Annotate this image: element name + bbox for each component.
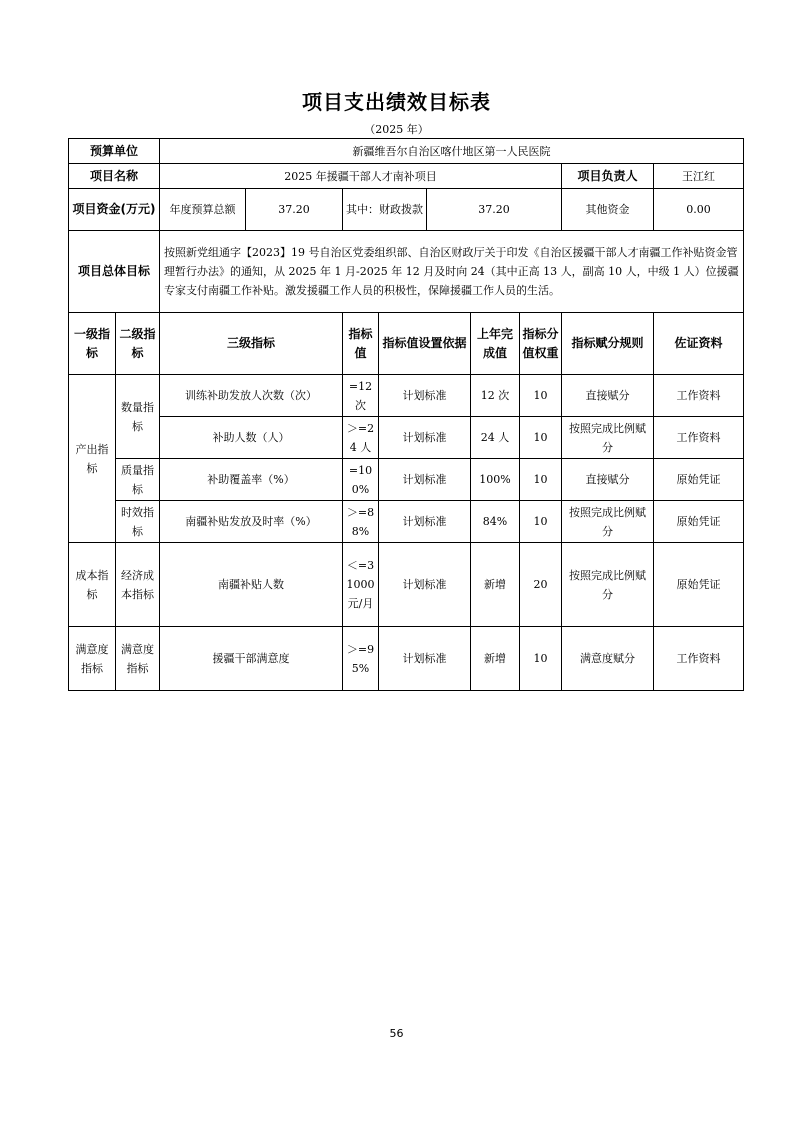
weight-cell: 20: [520, 543, 562, 627]
last-year-cell: 新增: [471, 543, 520, 627]
col-value: 指标值: [343, 313, 379, 375]
basis-cell: 计划标准: [379, 501, 471, 543]
rule-cell: 按照完成比例赋分: [562, 501, 654, 543]
group-cost: 成本指标: [69, 543, 116, 627]
evidence-cell: 原始凭证: [654, 459, 744, 501]
weight-cell: 10: [520, 417, 562, 459]
table-row: [69, 627, 744, 691]
page-title: 项目支出绩效目标表: [302, 90, 491, 114]
project-leader-value: 王江红: [654, 164, 744, 189]
value-cell: ＞=88%: [343, 501, 379, 543]
fiscal-label: 其中：财政拨款: [343, 189, 427, 231]
indicator-cell: 南疆补贴发放及时率（%）: [160, 501, 343, 543]
funds-row: [69, 189, 744, 231]
goal-text: 按照新党组通字【2023】19 号自治区党委组织部、自治区财政厅关于印发《自治区援疆干部人才南疆工作补贴资金管理暂行办法》的通知，从 2025 年 1 月-2025 年 12 月及时向 24（其中正高 13 人，副高 10 人，中级 1 人）位援疆专家支付南疆工作补贴。激发援疆工作人员的积极性，保障援疆工作人员的生活。: [160, 231, 744, 313]
col-level2: 二级指标: [116, 313, 160, 375]
annual-budget-value: 37.20: [246, 189, 343, 231]
basis-cell: 计划标准: [379, 417, 471, 459]
evidence-cell: 原始凭证: [654, 501, 744, 543]
rule-cell: 直接赋分: [562, 375, 654, 417]
weight-cell: 10: [520, 459, 562, 501]
year-label: （2025 年）: [364, 123, 429, 136]
fiscal-value: 37.20: [427, 189, 562, 231]
last-year-cell: 84%: [471, 501, 520, 543]
table-row: [69, 501, 744, 543]
project-name-row: [69, 164, 744, 189]
indicator-cell: 训练补助发放人次数（次）: [160, 375, 343, 417]
col-basis: 指标值设置依据: [379, 313, 471, 375]
value-cell: ＞=24 人: [343, 417, 379, 459]
group-timeliness: 时效指标: [116, 501, 160, 543]
indicator-cell: 南疆补贴人数: [160, 543, 343, 627]
rule-cell: 满意度赋分: [562, 627, 654, 691]
value-cell: =100%: [343, 459, 379, 501]
budget-unit-value: 新疆维吾尔自治区喀什地区第一人民医院: [160, 139, 744, 164]
project-name-value: 2025 年援疆干部人才南补项目: [160, 164, 562, 189]
table-row: [69, 543, 744, 627]
evidence-cell: 工作资料: [654, 417, 744, 459]
value-cell: ＜=31000 元/月: [343, 543, 379, 627]
weight-cell: 10: [520, 375, 562, 417]
indicator-cell: 援疆干部满意度: [160, 627, 343, 691]
indicator-cell: 补助覆盖率（%）: [160, 459, 343, 501]
col-last-year: 上年完成值: [471, 313, 520, 375]
project-leader-label: 项目负责人: [562, 164, 654, 189]
group-economic-cost: 经济成本指标: [116, 543, 160, 627]
table-row: [69, 375, 744, 417]
indicator-cell: 补助人数（人）: [160, 417, 343, 459]
table-row: [69, 459, 744, 501]
col-evidence: 佐证资料: [654, 313, 744, 375]
rule-cell: 按照完成比例赋分: [562, 417, 654, 459]
basis-cell: 计划标准: [379, 459, 471, 501]
last-year-cell: 12 次: [471, 375, 520, 417]
performance-table: [68, 138, 744, 691]
col-weight: 指标分值权重: [520, 313, 562, 375]
project-name-label: 项目名称: [69, 164, 160, 189]
value-cell: ＞=95%: [343, 627, 379, 691]
group-quantity: 数量指标: [116, 375, 160, 459]
rule-cell: 按照完成比例赋分: [562, 543, 654, 627]
evidence-cell: 工作资料: [654, 627, 744, 691]
rule-cell: 直接赋分: [562, 459, 654, 501]
annual-budget-label: 年度预算总额: [160, 189, 246, 231]
last-year-cell: 100%: [471, 459, 520, 501]
page-number: 56: [389, 1027, 404, 1040]
funds-label: 项目资金(万元): [69, 189, 160, 231]
group-satisfaction: 满意度指标: [69, 627, 116, 691]
other-funds-label: 其他资金: [562, 189, 654, 231]
other-funds-value: 0.00: [654, 189, 744, 231]
col-rule: 指标赋分规则: [562, 313, 654, 375]
weight-cell: 10: [520, 627, 562, 691]
last-year-cell: 新增: [471, 627, 520, 691]
group-satisfaction-sub: 满意度指标: [116, 627, 160, 691]
budget-unit-label: 预算单位: [69, 139, 160, 164]
column-header-row: [69, 313, 744, 375]
group-output: 产出指标: [69, 375, 116, 543]
budget-unit-row: [69, 139, 744, 164]
table-row: [69, 417, 744, 459]
basis-cell: 计划标准: [379, 543, 471, 627]
col-level3: 三级指标: [160, 313, 343, 375]
goal-label: 项目总体目标: [69, 231, 160, 313]
group-quality: 质量指标: [116, 459, 160, 501]
basis-cell: 计划标准: [379, 627, 471, 691]
value-cell: =12 次: [343, 375, 379, 417]
evidence-cell: 原始凭证: [654, 543, 744, 627]
last-year-cell: 24 人: [471, 417, 520, 459]
basis-cell: 计划标准: [379, 375, 471, 417]
evidence-cell: 工作资料: [654, 375, 744, 417]
goal-row: [69, 231, 744, 313]
col-level1: 一级指标: [69, 313, 116, 375]
weight-cell: 10: [520, 501, 562, 543]
